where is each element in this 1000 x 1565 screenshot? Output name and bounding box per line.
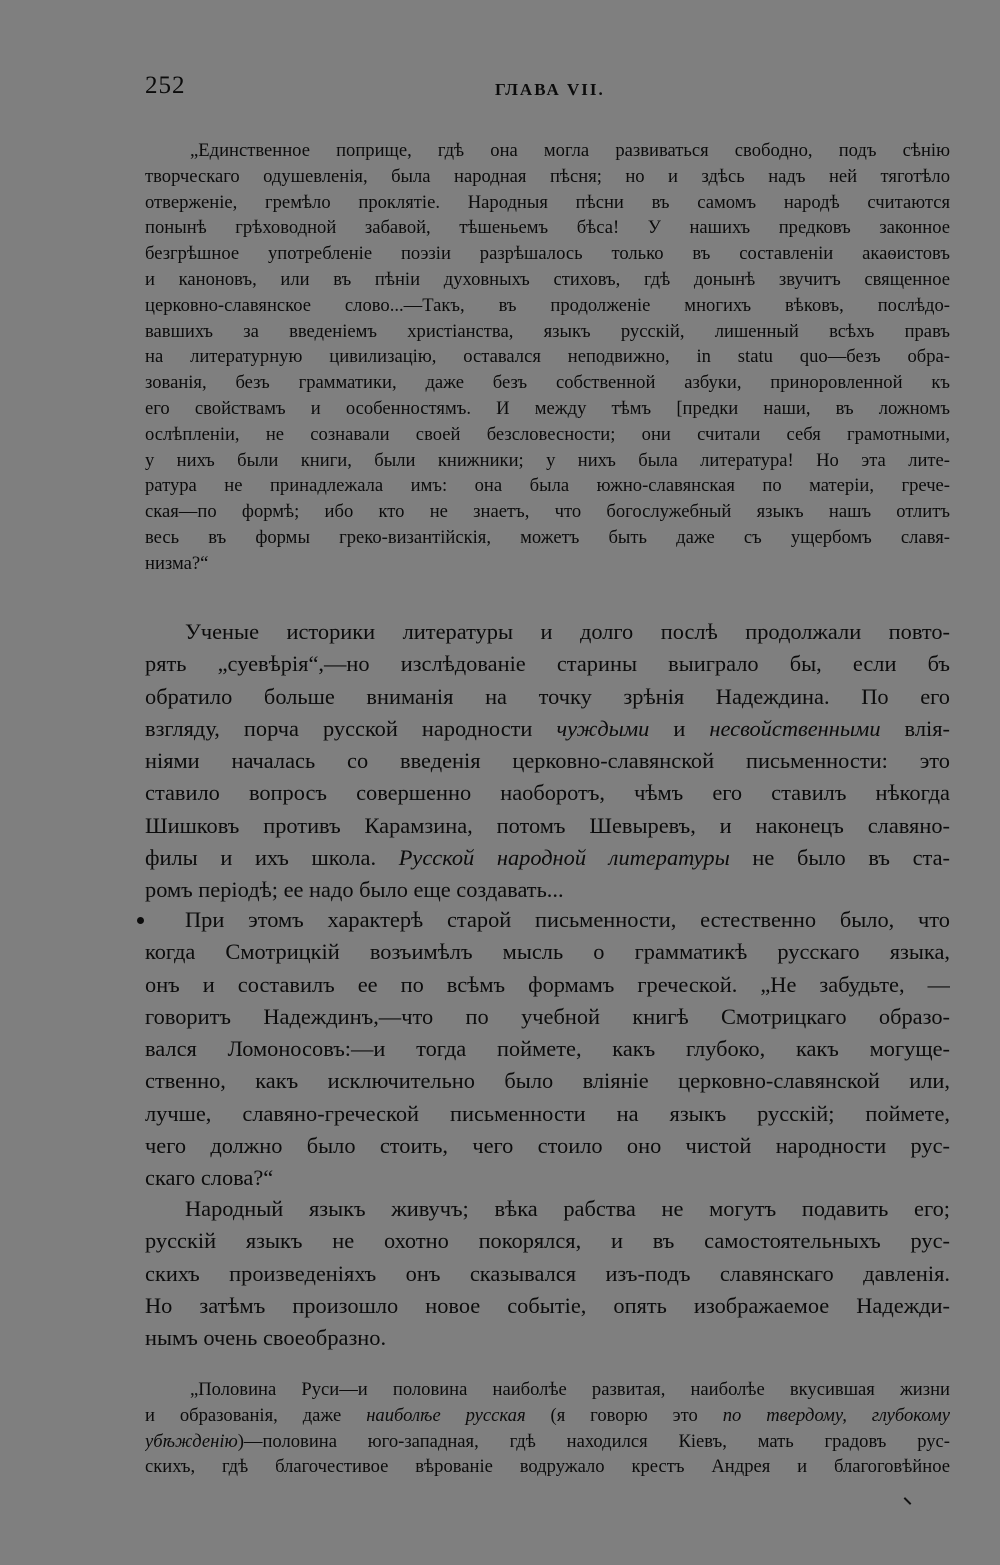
text-line: церковно-славянское слово...—Такъ, въ продолженіе многихъ вѣковъ, послѣдо- — [145, 294, 950, 316]
text-line: ратура не принадлежала имъ: она была южно-славянская по матеріи, грече- — [145, 475, 950, 497]
text-line: скаго слова?“ — [145, 1165, 274, 1191]
page-header — [145, 72, 945, 112]
paragraph-historians — [145, 616, 950, 907]
text-line: когда Смотрицкій возъимѣлъ мысль о грамматикѣ русскаго языка, — [145, 939, 950, 965]
text-line: ставило вопросъ совершенно наоборотъ, чѣмъ его ставилъ нѣкогда — [145, 780, 950, 806]
text-line: „Половина Руси—и половина наиболѣе развитая, наиболѣе вкусившая жизни — [190, 1379, 950, 1400]
text-line: ская—по формѣ; ибо кто не знаетъ, что богослужебный языкъ нашъ отлитъ — [145, 501, 950, 523]
text-run: влія- — [880, 715, 950, 741]
text-line — [145, 713, 950, 745]
text-line — [145, 1403, 950, 1429]
stray-mark — [904, 1497, 912, 1505]
text-line: скихъ произведеніяхъ онъ сказывался изъ-подъ славянскаго давленія. — [145, 1260, 950, 1286]
text-line: нымъ очень своеобразно. — [145, 1325, 387, 1351]
text-line: „Единственное поприще, гдѣ она могла развиваться свободно, подъ сѣнію — [190, 140, 950, 161]
text-line: русскій языкъ не охотно покорялся, и въ самостоятельныхъ рус- — [145, 1228, 950, 1254]
italic-text: Русской народной литературы — [398, 845, 730, 871]
text-line: на литературную цивилизацію, оставался неподвижно, in statu quo—безъ обра- — [145, 346, 950, 368]
text-run: не было въ ста- — [729, 845, 950, 871]
text-line: онъ и составилъ ее по всѣмъ формамъ греческой. „Не забудьте, — — [145, 971, 950, 997]
italic-text: убѣжденію — [145, 1430, 238, 1452]
text-line: лучше, славяно-греческой письменности на языкъ русскій; поймете, — [145, 1100, 950, 1126]
text-line: При этомъ характерѣ старой письменности, естественно было, что — [185, 907, 950, 932]
text-line: весь въ формы греко-византійскія, можетъ быть даже съ ущербомъ славя- — [145, 526, 950, 548]
text-line: безгрѣшное употребленіе поэзіи разрѣшалось только въ составленіи акаѳистовъ — [145, 243, 950, 265]
text-line: зованія, безъ грамматики, даже безъ собственной азбуки, приноровленной къ — [145, 372, 950, 394]
paragraph-folk-language — [145, 1193, 950, 1354]
text-line: низма?“ — [145, 552, 209, 574]
paragraph-smotritsky — [145, 904, 950, 1195]
text-line: ослѣпленіи, не сознавали своей безсловесности; они считали себя грамотными, — [145, 423, 950, 445]
text-line — [145, 1429, 950, 1455]
text-line: скихъ, гдѣ благочестивое вѣрованіе водружало крестъ Андрея и благоговѣйное — [145, 1456, 950, 1478]
quotation-nadezhdin-2 — [145, 1377, 950, 1480]
italic-text: наиболѣе русская — [366, 1404, 526, 1426]
italic-text: по твердому, глубокому — [722, 1404, 950, 1426]
margin-bullet-mark — [137, 917, 144, 924]
text-line: рять „суевѣрія“,—но изслѣдованіе старины выиграло бы, если бъ — [145, 651, 950, 677]
italic-text: чуждыми — [556, 715, 650, 741]
page-number: 252 — [145, 72, 186, 99]
text-line — [145, 842, 950, 874]
text-line: Но затѣмъ произошло новое событіе, опять изображаемое Надежди- — [145, 1292, 950, 1318]
text-line: чего должно было стоить, чего стоило оно чистой народности рус- — [145, 1133, 950, 1159]
text-line: его свойствамъ и особенностямъ. И между тѣмъ [предки наши, въ ложномъ — [145, 397, 950, 419]
text-line: Народный языкъ живучъ; вѣка рабства не могутъ подавить его; — [185, 1196, 950, 1221]
text-run: )—половина юго-западная, гдѣ находился Кіевъ, мать градовъ рус- — [237, 1430, 950, 1452]
text-line: обратило больше вниманія на точку зрѣнія Надеждина. По его — [145, 683, 950, 709]
text-line: у нихъ были книги, были книжники; у нихъ была литература! Но эта лите- — [145, 449, 950, 471]
text-line: ромъ періодѣ; ее надо было еще создавать... — [145, 877, 564, 903]
italic-text: несвойственными — [709, 715, 881, 741]
text-run: (я говорю это — [525, 1404, 723, 1426]
text-run: и — [649, 715, 710, 741]
text-line: творческаго одушевленія, была народная пѣсня; но и здѣсь надъ ней тяготѣло — [145, 165, 950, 187]
text-line: вавшихъ за введеніемъ христіанства, языкъ русскій, лишенный всѣхъ правъ — [145, 320, 950, 342]
text-line: понынѣ грѣховодной забавой, тѣшеньемъ бѣса! У нашихъ предковъ законное — [145, 217, 950, 239]
text-line: ніями началась со введенія церковно-славянской письменности: это — [145, 748, 950, 774]
text-run: филы и ихъ школа. — [145, 845, 399, 871]
text-line: ственно, какъ исключительно было вліяніе церковно-славянской или, — [145, 1068, 950, 1094]
quotation-nadezhdin-1 — [145, 138, 950, 577]
text-line: Шишковъ противъ Карамзина, потомъ Шевыревъ, и наконецъ славяно- — [145, 812, 950, 838]
text-line: вался Ломоносовъ:—и тогда поймете, какъ глубоко, какъ могуще- — [145, 1036, 950, 1062]
text-line: говоритъ Надеждинъ,—что по учебной книгѣ Смотрицкаго образо- — [145, 1003, 950, 1029]
text-line: и каноновъ, или въ пѣніи духовныхъ стиховъ, гдѣ донынѣ звучитъ священное — [145, 268, 950, 290]
text-run: взгляду, порча русской народности — [145, 715, 557, 741]
text-line: отверженіе, гремѣло проклятіе. Народныя пѣсни въ самомъ народѣ считаются — [145, 191, 950, 213]
chapter-title: ГЛАВА VII. — [495, 80, 605, 99]
text-line: Ученые историки литературы и долго послѣ продолжали повто- — [185, 619, 950, 644]
text-run: и образованія, даже — [145, 1404, 367, 1426]
